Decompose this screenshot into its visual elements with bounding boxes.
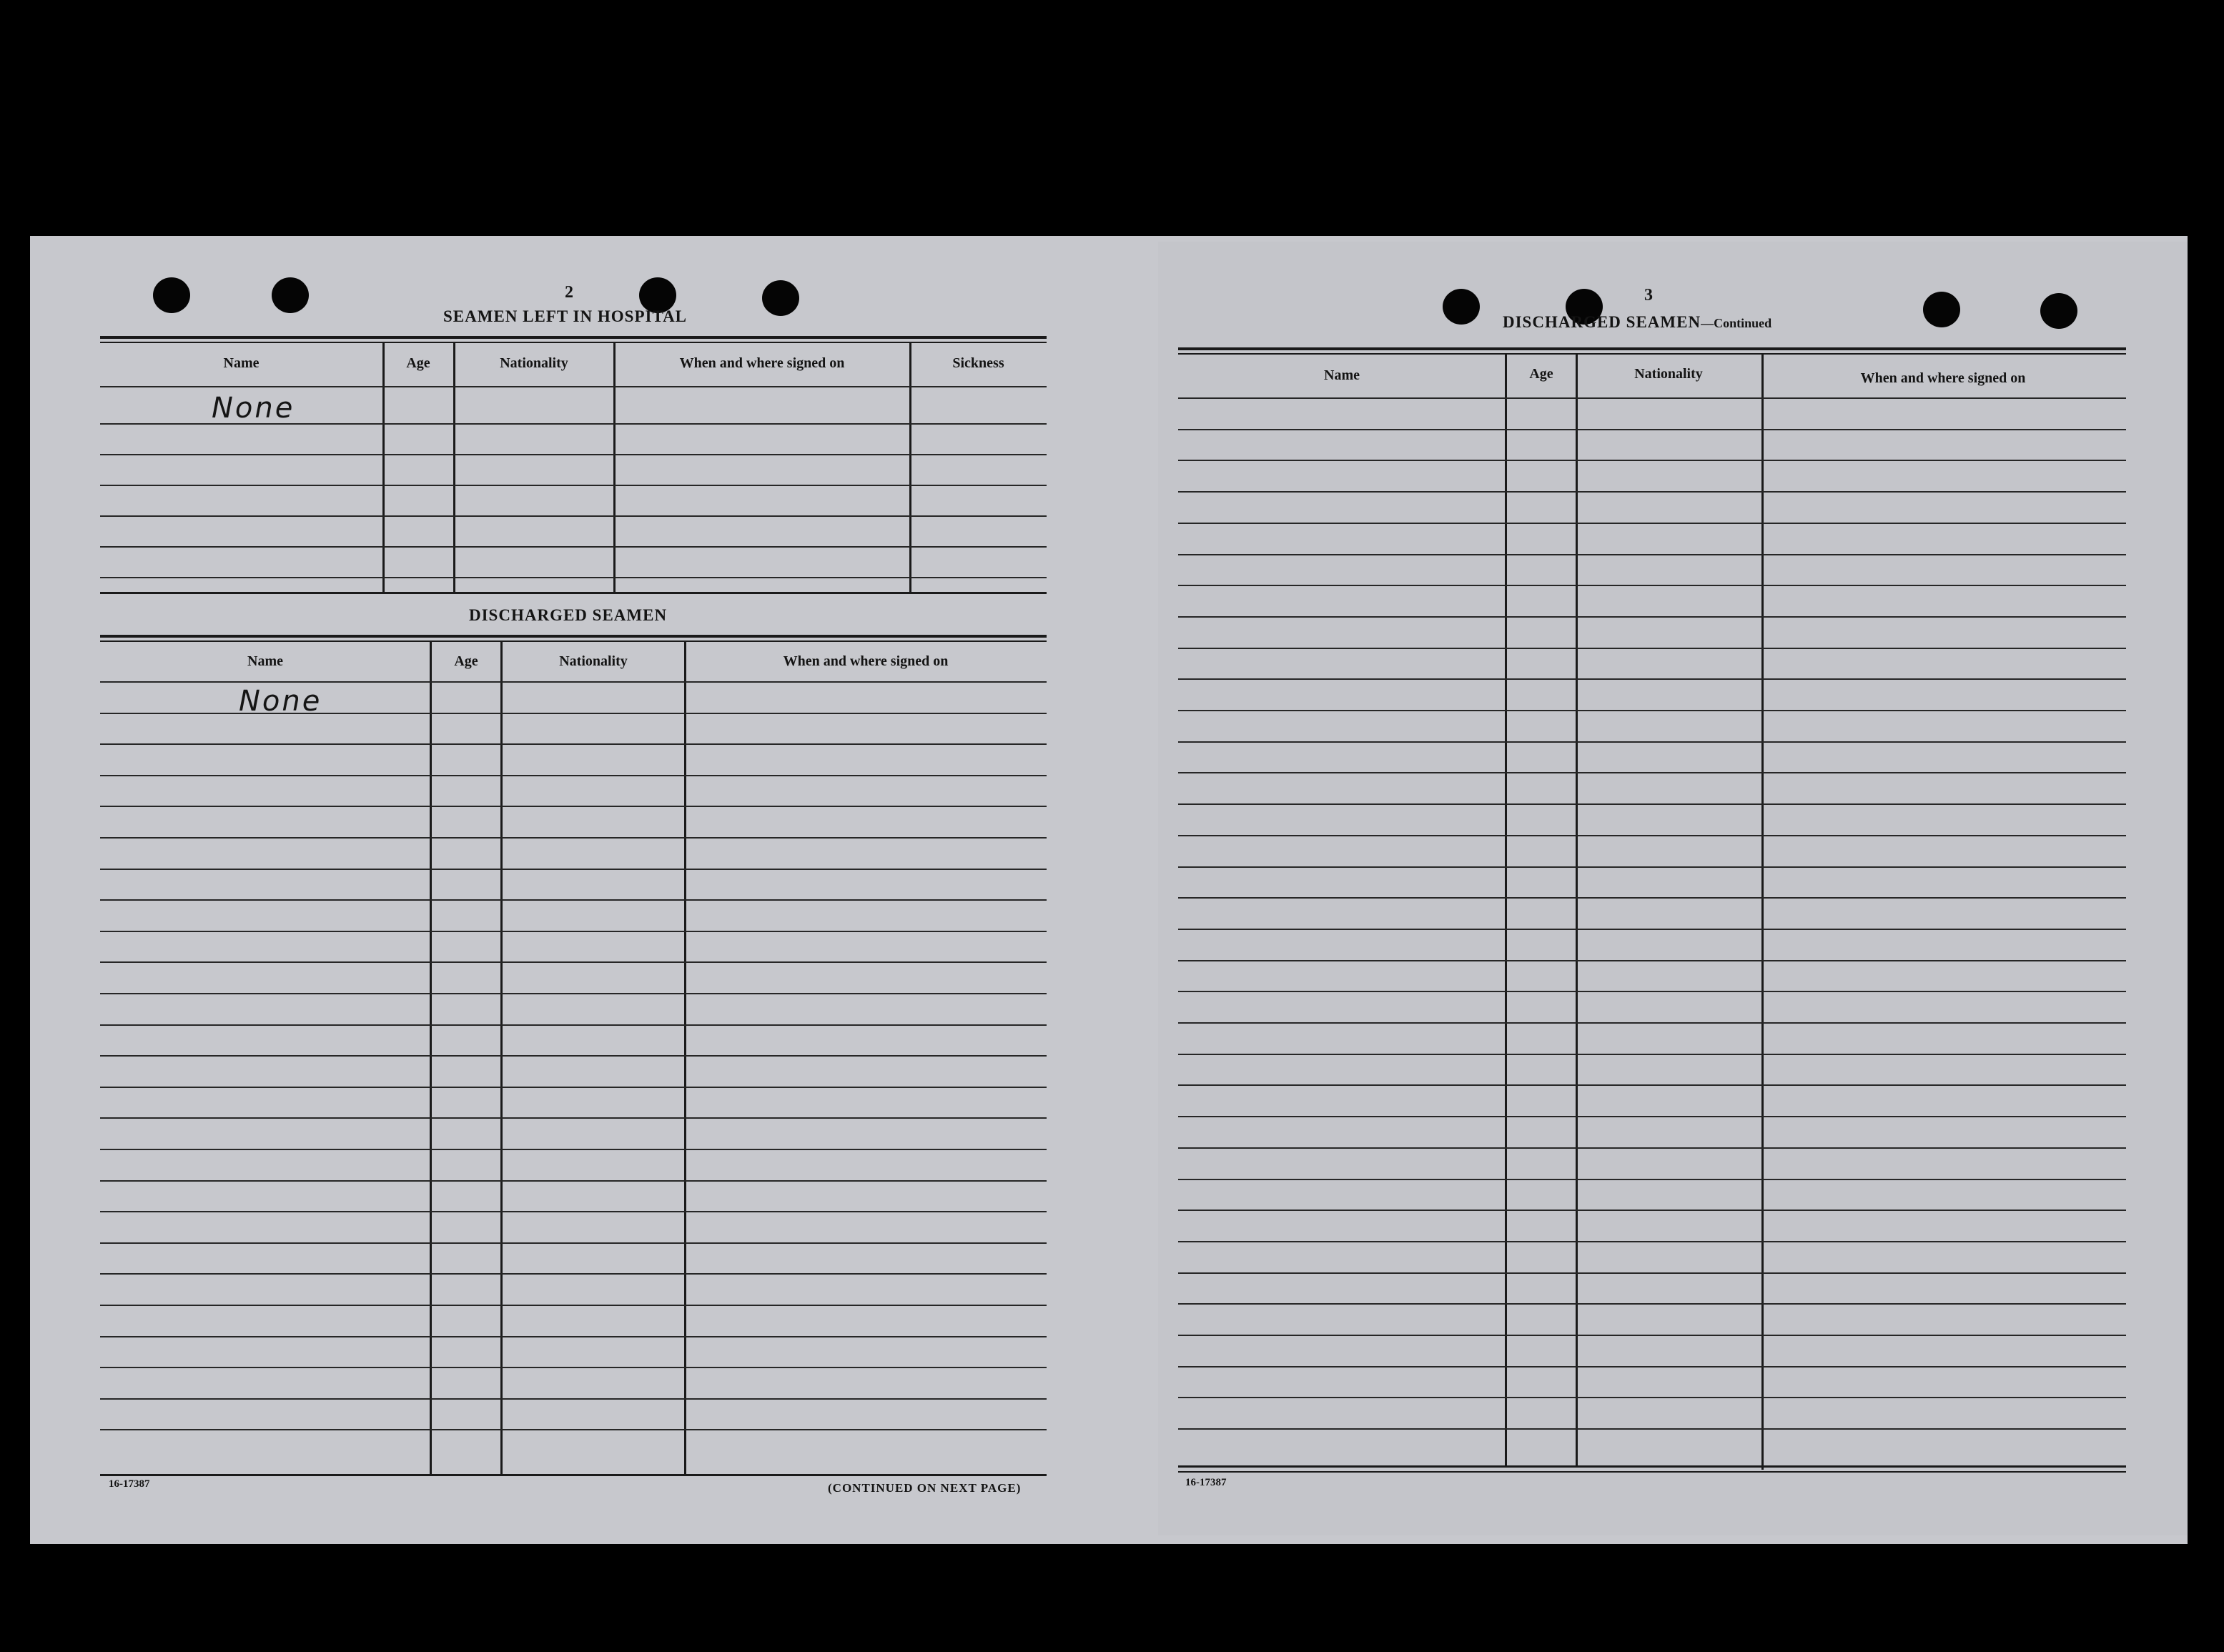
table-row (100, 1024, 1047, 1026)
column-divider (684, 642, 686, 1475)
column-header-nationality: Nationality (559, 653, 628, 669)
table-top-rule (100, 336, 1047, 339)
table-row (100, 1211, 1047, 1212)
continued-note: (CONTINUED ON NEXT PAGE) (828, 1481, 1022, 1495)
column-header-age: Age (454, 653, 478, 669)
column-divider (382, 343, 385, 593)
column-header-signed-on: When and where signed on (679, 355, 845, 371)
table-row (100, 931, 1047, 932)
column-header-name: Name (247, 653, 283, 669)
table-row (100, 1273, 1047, 1275)
table-row (1178, 616, 2126, 618)
table-row (1178, 1303, 2126, 1305)
column-divider (613, 343, 616, 593)
table-row (1178, 397, 2126, 399)
table-row (1178, 991, 2126, 992)
column-header-sickness: Sickness (952, 355, 1004, 371)
table-row (1178, 1054, 2126, 1055)
table-top-rule (1178, 347, 2126, 350)
column-header-age: Age (406, 355, 430, 371)
table-row (100, 1336, 1047, 1337)
table-row (1178, 929, 2126, 930)
punch-hole (2040, 293, 2077, 329)
left-page-number: 2 (565, 283, 573, 302)
column-header-age: Age (1529, 366, 1553, 382)
table-row (100, 1117, 1047, 1119)
table-row (1178, 866, 2126, 868)
table-top-rule (100, 640, 1047, 642)
table-row (100, 899, 1047, 901)
column-header-signed-on: When and where signed on (1860, 370, 2026, 386)
right-section-title-text: DISCHARGED SEAMEN (1503, 313, 1701, 331)
column-header-nationality: Nationality (500, 355, 568, 371)
table-row (1178, 1116, 2126, 1117)
table-row (100, 546, 1047, 548)
table-row (100, 993, 1047, 994)
table-row (100, 1367, 1047, 1368)
table-row (100, 1055, 1047, 1057)
table-row (1178, 1366, 2126, 1367)
table-row (1178, 1272, 2126, 1274)
table-row (100, 1087, 1047, 1088)
punch-hole (1443, 289, 1480, 325)
table-row (1178, 1428, 2126, 1430)
column-header-name: Name (223, 355, 260, 371)
table-row (100, 806, 1047, 807)
table-top-rule (100, 342, 1047, 343)
table-row (1178, 1397, 2126, 1398)
right-section-title (1503, 313, 1771, 332)
table-row (1178, 897, 2126, 899)
right-section-title-suffix: —Continued (1701, 316, 1772, 330)
punch-hole (272, 277, 309, 313)
table-row (1178, 523, 2126, 524)
punch-hole (1923, 292, 1960, 327)
table-row (1178, 835, 2126, 836)
table-row (100, 1429, 1047, 1430)
table-row (100, 837, 1047, 839)
table-row (100, 1180, 1047, 1182)
table-row (1178, 1335, 2126, 1336)
right-page (1158, 242, 2188, 1535)
table-row (1178, 1179, 2126, 1180)
column-divider (1505, 355, 1507, 1467)
table-row (1178, 1210, 2126, 1211)
table-bottom-rule (100, 592, 1047, 594)
discharged-section-title: DISCHARGED SEAMEN (469, 606, 668, 624)
column-header-signed-on: When and where signed on (783, 653, 949, 669)
table-row (1178, 772, 2126, 773)
left-form-number: 16-17387 (109, 1478, 150, 1490)
hospital-entry-none: None (212, 392, 295, 425)
discharged-entry-none: None (239, 685, 322, 718)
table-row (100, 1149, 1047, 1150)
table-row (100, 1305, 1047, 1306)
table-row (100, 577, 1047, 578)
table-top-rule (1178, 353, 2126, 355)
table-row (100, 961, 1047, 963)
table-row (1178, 554, 2126, 555)
table-row (100, 386, 1047, 387)
column-header-name: Name (1324, 367, 1360, 383)
table-bottom-rule (1178, 1471, 2126, 1473)
table-row (100, 869, 1047, 870)
table-row (1178, 741, 2126, 743)
table-bottom-rule (100, 1474, 1047, 1476)
column-divider (453, 343, 455, 593)
right-page-number: 3 (1644, 286, 1653, 305)
table-row (100, 485, 1047, 486)
table-row (1178, 585, 2126, 586)
table-row (1178, 960, 2126, 961)
column-divider (1576, 355, 1578, 1467)
table-row (100, 775, 1047, 776)
table-row (1178, 1147, 2126, 1149)
table-row (1178, 678, 2126, 680)
table-row (100, 1398, 1047, 1400)
column-divider (430, 642, 432, 1475)
table-row (1178, 429, 2126, 430)
table-row (1178, 710, 2126, 711)
table-row (100, 454, 1047, 455)
table-row (100, 515, 1047, 517)
table-row (1178, 1084, 2126, 1086)
punch-hole (762, 280, 799, 316)
table-top-rule (100, 635, 1047, 638)
column-divider (909, 343, 911, 593)
table-row (100, 1242, 1047, 1244)
column-divider (500, 642, 503, 1475)
table-row (1178, 1241, 2126, 1242)
table-row (1178, 491, 2126, 493)
table-row (100, 743, 1047, 745)
table-row (100, 681, 1047, 683)
table-row (1178, 803, 2126, 805)
column-header-nationality: Nationality (1634, 366, 1703, 382)
table-row (1178, 648, 2126, 649)
table-row (1178, 460, 2126, 461)
punch-hole (153, 277, 190, 313)
right-form-number: 16-17387 (1185, 1477, 1227, 1488)
hospital-section-title: SEAMEN LEFT IN HOSPITAL (443, 307, 688, 325)
table-bottom-rule (1178, 1465, 2126, 1468)
table-row (1178, 1022, 2126, 1024)
